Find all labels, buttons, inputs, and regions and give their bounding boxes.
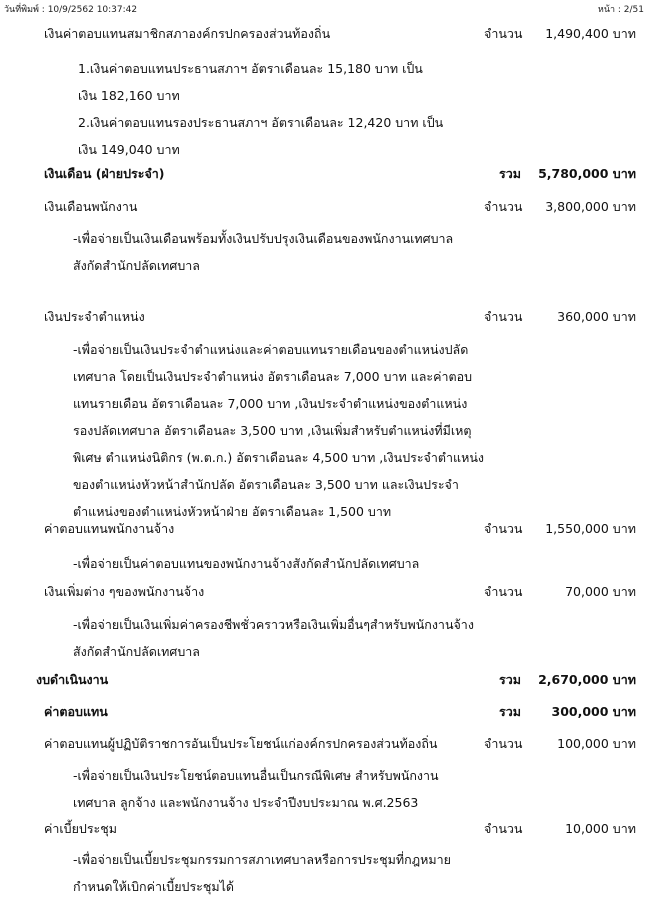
- description-line: -เพื่อจ่ายเป็นเงินเดือนพร้อมทั้งเงินปรับปรุงเงินเดือนของพนักงานเทศบาล: [73, 231, 454, 246]
- unit-label: รวม: [499, 704, 521, 719]
- budget-row: [0, 23, 650, 45]
- item-label: งบดำเนินงาน: [36, 672, 109, 687]
- budget-row: [0, 669, 650, 691]
- amount: 70,000 บาท: [565, 584, 636, 599]
- unit-label: จำนวน: [484, 736, 523, 751]
- unit-label: จำนวน: [484, 584, 523, 599]
- budget-row: [0, 196, 650, 218]
- amount: 1,550,000 บาท: [545, 521, 636, 536]
- budget-row: [0, 733, 650, 755]
- description-line: -เพื่อจ่ายเป็นค่าตอบแทนของพนักงานจ้างสังกัดสำนักปลัดเทศบาล: [73, 556, 420, 571]
- item-label: เงินค่าตอบแทนสมาชิกสภาองค์กรปกครองส่วนท้องถิ่น: [44, 26, 331, 41]
- item-label: เงินเพิ่มต่าง ๆของพนักงานจ้าง: [44, 584, 205, 599]
- description-line: สังกัดสำนักปลัดเทศบาล: [73, 644, 200, 659]
- unit-label: จำนวน: [484, 199, 523, 214]
- amount: 5,780,000 บาท: [538, 166, 636, 181]
- description-line: รองปลัดเทศบาล อัตราเดือนละ 3,500 บาท ,เงินเพิ่มสำหรับตำแหน่งที่มีเหตุ: [73, 423, 472, 438]
- amount: 10,000 บาท: [565, 821, 636, 836]
- description-line: พิเศษ ตำแหน่งนิติกร (พ.ต.ก.) อัตราเดือนละ 4,500 บาท ,เงินประจำตำแหน่ง: [73, 450, 484, 465]
- print-date: วันที่พิมพ์ : 10/9/2562 10:37:42: [4, 5, 138, 15]
- budget-row: [0, 306, 650, 328]
- item-label: ค่าเบี้ยประชุม: [44, 821, 117, 836]
- description-line: เงิน 149,040 บาท: [78, 142, 180, 157]
- description-line: เทศบาล โดยเป็นเงินประจำตำแหน่ง อัตราเดือนละ 7,000 บาท และค่าตอบ: [73, 369, 473, 384]
- item-description: [73, 225, 483, 279]
- item-label: เงินเดือน (ฝ่ายประจำ): [44, 166, 165, 181]
- amount: 360,000 บาท: [557, 309, 636, 324]
- unit-label: จำนวน: [484, 821, 523, 836]
- amount: 2,670,000 บาท: [538, 672, 636, 687]
- amount: 300,000 บาท: [551, 704, 636, 719]
- budget-row: [0, 518, 650, 540]
- amount: 100,000 บาท: [557, 736, 636, 751]
- budget-row: [0, 581, 650, 603]
- item-label: ค่าตอบแทน: [44, 704, 108, 719]
- description-line: แทนรายเดือน อัตราเดือนละ 7,000 บาท ,เงินประจำตำแหน่งของตำแหน่ง: [73, 396, 468, 411]
- item-description: [78, 55, 488, 163]
- description-line: ของตำแหน่งหัวหน้าสำนักปลัด อัตราเดือนละ 3,500 บาท และเงินประจำ: [73, 477, 459, 492]
- description-line: เทศบาล ลูกจ้าง และพนักงานจ้าง ประจำปีงบประมาณ พ.ศ.2563: [73, 795, 419, 810]
- unit-label: จำนวน: [484, 521, 523, 536]
- description-line: -เพื่อจ่ายเป็นเงินประโยชน์ตอบแทนอื่นเป็นกรณีพิเศษ สำหรับพนักงาน: [73, 768, 439, 783]
- item-description: [73, 611, 483, 665]
- unit-label: รวม: [499, 672, 521, 687]
- unit-label: รวม: [499, 166, 521, 181]
- description-line: เงิน 182,160 บาท: [78, 88, 180, 103]
- item-label: ค่าตอบแทนพนักงานจ้าง: [44, 521, 175, 536]
- unit-label: จำนวน: [484, 309, 523, 324]
- amount: 3,800,000 บาท: [545, 199, 636, 214]
- description-line: -เพื่อจ่ายเป็นเงินเพิ่มค่าครองชีพชั่วคราวหรือเงินเพิ่มอื่นๆสำหรับพนักงานจ้าง: [73, 617, 474, 632]
- unit-label: จำนวน: [484, 26, 523, 41]
- item-label: ค่าตอบแทนผู้ปฏิบัติราชการอันเป็นประโยชน์แก่องค์กรปกครองส่วนท้องถิ่น: [44, 736, 438, 751]
- page-number: หน้า : 2/51: [597, 5, 644, 15]
- budget-row: [0, 163, 650, 185]
- description-line: 1.เงินค่าตอบแทนประธานสภาฯ อัตราเดือนละ 15,180 บาท เป็น: [78, 61, 423, 76]
- amount: 1,490,400 บาท: [545, 26, 636, 41]
- item-description: [73, 336, 483, 525]
- description-line: 2.เงินค่าตอบแทนรองประธานสภาฯ อัตราเดือนละ 12,420 บาท เป็น: [78, 115, 444, 130]
- budget-row: [0, 818, 650, 840]
- budget-row: [0, 701, 650, 723]
- description-line: ตำแหน่งของตำแหน่งหัวหน้าฝ่าย อัตราเดือนละ 1,500 บาท: [73, 504, 392, 519]
- item-description: [73, 762, 483, 816]
- description-line: กำหนดให้เบิกค่าเบี้ยประชุมได้: [73, 879, 235, 894]
- description-line: สังกัดสำนักปลัดเทศบาล: [73, 258, 200, 273]
- description-line: -เพื่อจ่ายเป็นเบี้ยประชุมกรรมการสภาเทศบาลหรือการประชุมที่กฎหมาย: [73, 852, 451, 867]
- item-label: เงินเดือนพนักงาน: [44, 199, 138, 214]
- description-line: -เพื่อจ่ายเป็นเงินประจำตำแหน่งและค่าตอบแทนรายเดือนของตำแหน่งปลัด: [73, 342, 469, 357]
- item-description: [73, 846, 483, 900]
- item-description: [73, 550, 483, 577]
- item-label: เงินประจำตำแหน่ง: [44, 309, 145, 324]
